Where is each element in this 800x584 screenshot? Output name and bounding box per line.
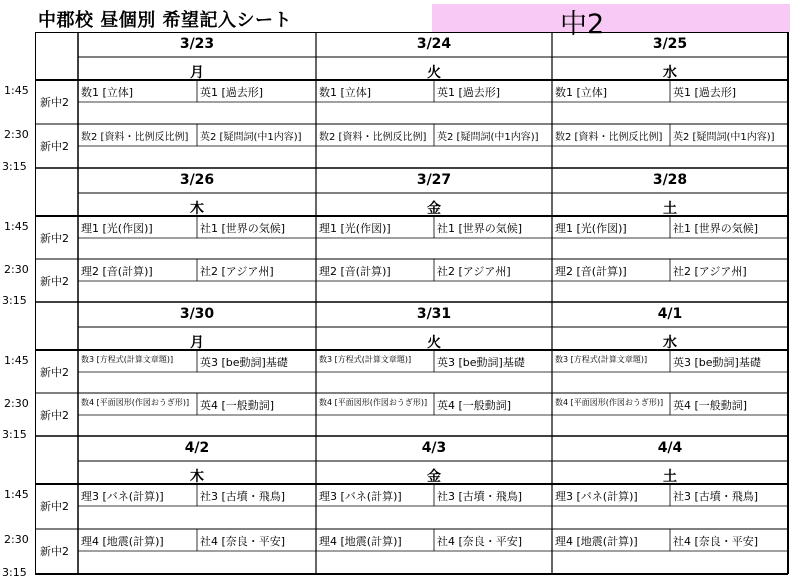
weekday-header: 金 (427, 469, 441, 485)
time-label: 1:45 (4, 354, 29, 367)
subject-cell: 社2 [アジア州] (437, 265, 511, 278)
subject-cell: 英4 [一般動詞] (200, 399, 275, 412)
time-label: 2:30 (4, 128, 29, 141)
subject-cell: 社3 [古墳・飛鳥] (673, 490, 759, 503)
subject-cell: 理3 [バネ(計算)] (81, 490, 164, 503)
subject-cell: 数2 [資料・比例反比例] (555, 132, 663, 143)
date-header: 3/27 (416, 172, 452, 188)
subject-cell: 英4 [一般動詞] (673, 399, 748, 412)
weekday-header: 土 (663, 201, 677, 217)
subject-cell: 理2 [音(計算)] (81, 265, 153, 278)
weekday-header: 土 (663, 469, 677, 485)
weekday-header: 木 (190, 469, 204, 485)
sheet-title: 中郡校 昼個別 希望記入シート (38, 10, 293, 31)
row-label: 新中2 (40, 275, 69, 288)
subject-cell: 英2 [疑問詞(中1内容)] (673, 132, 775, 143)
subject-cell: 英2 [疑問詞(中1内容)] (200, 132, 302, 143)
subject-cell: 数1 [立体] (555, 86, 608, 99)
row-label: 新中2 (40, 500, 69, 513)
subject-cell: 数3 [方程式(計算文章題)] (319, 355, 412, 364)
grade-highlight (432, 4, 790, 32)
date-header: 4/3 (421, 440, 447, 456)
subject-cell: 英1 [過去形] (200, 86, 264, 99)
row-label: 新中2 (40, 140, 69, 153)
subject-cell: 理2 [音(計算)] (319, 265, 391, 278)
subject-cell: 英1 [過去形] (673, 86, 737, 99)
date-header: 3/28 (652, 172, 688, 188)
subject-cell: 社1 [世界の気候] (200, 222, 286, 235)
subject-cell: 社4 [奈良・平安] (437, 535, 523, 548)
subject-cell: 英3 [be動詞]基礎 (673, 356, 761, 369)
weekday-header: 火 (427, 335, 441, 351)
subject-cell: 数3 [方程式(計算文章題)] (81, 355, 174, 364)
subject-cell: 数3 [方程式(計算文章題)] (555, 355, 648, 364)
subject-cell: 理4 [地震(計算)] (555, 535, 638, 548)
time-label: 1:45 (4, 488, 29, 501)
time-label: 2:30 (4, 533, 29, 546)
row-label: 新中2 (40, 366, 69, 379)
subject-cell: 英4 [一般動詞] (437, 399, 512, 412)
time-label: 2:30 (4, 397, 29, 410)
time-label: 1:45 (4, 84, 29, 97)
time-label: 3:15 (2, 566, 27, 579)
time-label: 3:15 (2, 428, 27, 441)
weekday-header: 水 (663, 335, 677, 351)
date-header: 3/25 (652, 36, 688, 52)
subject-cell: 社1 [世界の気候] (437, 222, 523, 235)
weekday-header: 月 (190, 335, 204, 351)
subject-cell: 理1 [光(作図)] (81, 222, 153, 235)
date-header: 4/4 (657, 440, 683, 456)
subject-cell: 数4 [平面図形(作図おうぎ形)] (81, 398, 190, 407)
subject-cell: 英1 [過去形] (437, 86, 501, 99)
subject-cell: 数4 [平面図形(作図おうぎ形)] (319, 398, 428, 407)
subject-cell: 英3 [be動詞]基礎 (437, 356, 525, 369)
subject-cell: 社4 [奈良・平安] (200, 535, 286, 548)
subject-cell: 社2 [アジア州] (673, 265, 747, 278)
weekday-header: 月 (190, 65, 204, 81)
date-header: 3/24 (416, 36, 452, 52)
subject-cell: 理1 [光(作図)] (555, 222, 627, 235)
subject-cell: 理2 [音(計算)] (555, 265, 627, 278)
date-header: 3/30 (179, 306, 215, 322)
subject-cell: 理1 [光(作図)] (319, 222, 391, 235)
subject-cell: 理3 [バネ(計算)] (555, 490, 638, 503)
time-label: 3:15 (2, 294, 27, 307)
time-label: 3:15 (2, 160, 27, 173)
subject-cell: 社3 [古墳・飛鳥] (200, 490, 286, 503)
subject-cell: 英2 [疑問詞(中1内容)] (437, 132, 539, 143)
subject-cell: 英3 [be動詞]基礎 (200, 356, 288, 369)
subject-cell: 理4 [地震(計算)] (81, 535, 164, 548)
subject-cell: 社4 [奈良・平安] (673, 535, 759, 548)
date-header: 4/1 (657, 306, 683, 322)
row-label: 新中2 (40, 232, 69, 245)
date-header: 3/31 (416, 306, 452, 322)
grade-label: 中2 (560, 9, 605, 40)
row-label: 新中2 (40, 96, 69, 109)
weekday-header: 水 (663, 65, 677, 81)
subject-cell: 理4 [地震(計算)] (319, 535, 402, 548)
subject-cell: 社3 [古墳・飛鳥] (437, 490, 523, 503)
subject-cell: 数2 [資料・比例反比例] (81, 132, 189, 143)
date-header: 3/26 (179, 172, 215, 188)
subject-cell: 数1 [立体] (81, 86, 134, 99)
subject-cell: 数4 [平面図形(作図おうぎ形)] (555, 398, 664, 407)
time-label: 1:45 (4, 220, 29, 233)
weekday-header: 金 (427, 201, 441, 217)
subject-cell: 数2 [資料・比例反比例] (319, 132, 427, 143)
row-label: 新中2 (40, 409, 69, 422)
subject-cell: 社1 [世界の気候] (673, 222, 759, 235)
subject-cell: 社2 [アジア州] (200, 265, 274, 278)
weekday-header: 木 (190, 201, 204, 217)
row-label: 新中2 (40, 545, 69, 558)
date-header: 4/2 (184, 440, 210, 456)
subject-cell: 理3 [バネ(計算)] (319, 490, 402, 503)
subject-cell: 数1 [立体] (319, 86, 372, 99)
date-header: 3/23 (179, 36, 215, 52)
time-label: 2:30 (4, 263, 29, 276)
weekday-header: 火 (427, 65, 441, 81)
